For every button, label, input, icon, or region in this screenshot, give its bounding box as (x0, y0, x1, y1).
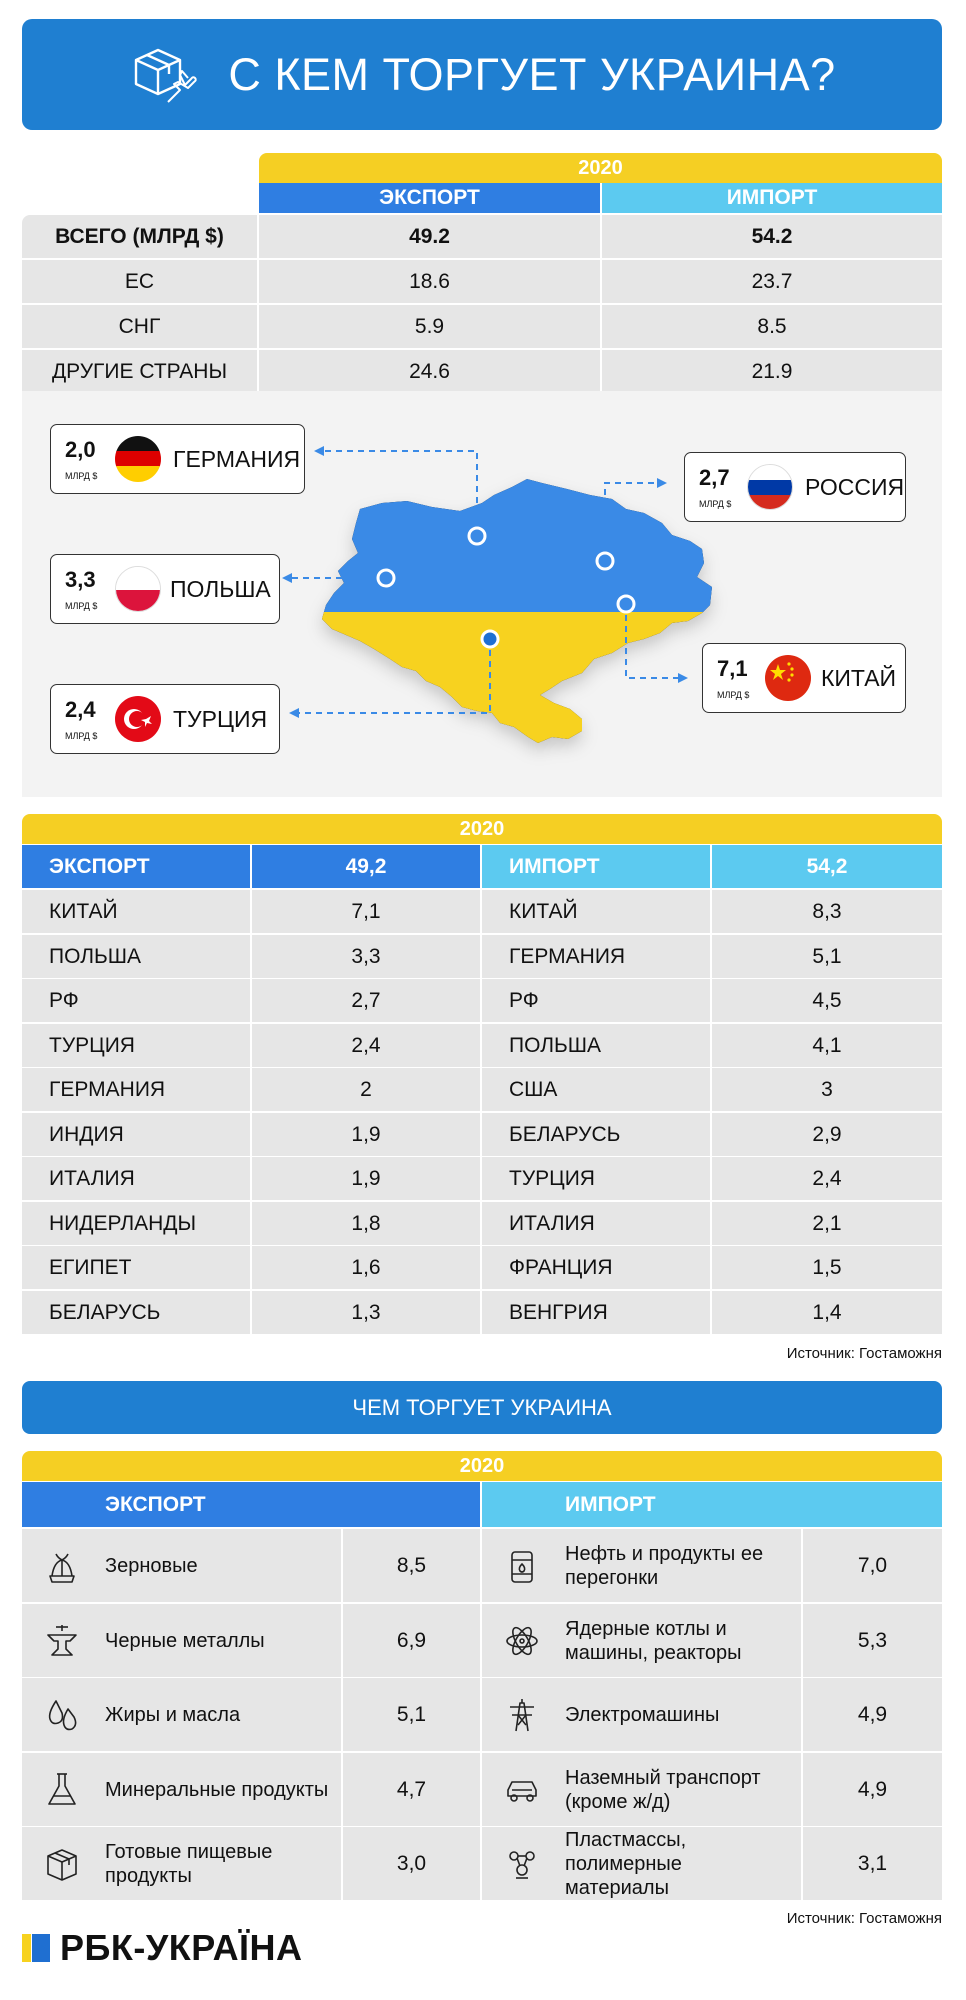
import-value: 2,9 (712, 1113, 942, 1156)
import-country: ПОЛЬША (482, 1024, 710, 1067)
import-value: 2,1 (712, 1202, 942, 1245)
import-country: ГЕРМАНИЯ (482, 935, 710, 978)
export-country: ИТАЛИЯ (22, 1157, 250, 1200)
export-value: 2,7 (252, 979, 480, 1022)
export-country: ГЕРМАНИЯ (22, 1068, 250, 1111)
summary-row-import: 8.5 (602, 305, 942, 348)
country-unit: МЛРД $ (65, 601, 98, 611)
trade-map (22, 391, 942, 797)
partners-import-header: ИМПОРТ (482, 845, 710, 888)
import-country: ФРАНЦИЯ (482, 1246, 710, 1289)
import-product-value: 4,9 (803, 1753, 942, 1826)
poland-flag (115, 566, 161, 612)
export-product-row (22, 1604, 341, 1677)
china-flag (765, 655, 811, 701)
source-note: Источник: Гостаможня (786, 1910, 942, 1927)
export-value: 1,9 (252, 1113, 480, 1156)
export-value: 1,8 (252, 1202, 480, 1245)
import-value: 8,3 (712, 890, 942, 933)
import-value: 5,1 (712, 935, 942, 978)
export-country: РФ (22, 979, 250, 1022)
partners-export-total: 49,2 (252, 845, 480, 888)
import-product-name: Нефть и продукты ее перегонки (565, 1542, 764, 1589)
title-banner (22, 19, 942, 130)
oil-drops-icon (42, 1695, 82, 1735)
import-country: США (482, 1068, 710, 1111)
export-product-value: 6,9 (343, 1604, 480, 1677)
import-country: КИТАЙ (482, 890, 710, 933)
export-value: 3,3 (252, 935, 480, 978)
logo-text: РБК-УКРАЇНА (60, 1927, 303, 1968)
export-country: ТУРЦИЯ (22, 1024, 250, 1067)
summary-row-label: ДРУГИЕ СТРАНЫ (22, 350, 257, 393)
import-product-value: 4,9 (803, 1678, 942, 1751)
import-product-row (482, 1753, 801, 1826)
import-country: ТУРЦИЯ (482, 1157, 710, 1200)
partners-year-header: 2020 (22, 814, 942, 844)
export-country: ИНДИЯ (22, 1113, 250, 1156)
country-unit: МЛРД $ (65, 471, 98, 481)
rbc-ukraine-logo (22, 1928, 303, 1968)
export-value: 2 (252, 1068, 480, 1111)
products-import-header: ИМПОРТ (482, 1482, 942, 1527)
plastic-molecule-icon (502, 1844, 542, 1884)
export-value: 1,9 (252, 1157, 480, 1200)
summary-row-export: 5.9 (259, 305, 600, 348)
export-product-name: Минеральные продукты (105, 1778, 329, 1801)
import-product-name: Электромашины (565, 1703, 720, 1726)
import-product-value: 7,0 (803, 1529, 942, 1602)
summary-row-import: 21.9 (602, 350, 942, 393)
country-unit: МЛРД $ (65, 731, 98, 741)
country-unit: МЛРД $ (699, 499, 732, 509)
export-country: КИТАЙ (22, 890, 250, 933)
country-name: КИТАЙ (821, 664, 897, 691)
export-product-value: 3,0 (343, 1827, 480, 1900)
export-product-value: 4,7 (343, 1753, 480, 1826)
anvil-icon (42, 1621, 82, 1661)
products-year-header: 2020 (22, 1451, 942, 1481)
import-product-row (482, 1827, 801, 1900)
export-product-name: Жиры и масла (105, 1703, 241, 1726)
summary-import-header: ИМПОРТ (602, 183, 942, 213)
import-product-name: Ядерные котлы и машины, реакторы (565, 1617, 742, 1664)
partners-export-header: ЭКСПОРТ (22, 845, 250, 888)
summary-year-header: 2020 (259, 153, 942, 183)
export-product-name: Черные металлы (105, 1629, 265, 1652)
import-value: 1,4 (712, 1291, 942, 1334)
country-value: 2,7 (699, 465, 730, 490)
import-value: 4,5 (712, 979, 942, 1022)
import-value: 1,5 (712, 1246, 942, 1289)
country-value: 2,0 (65, 437, 96, 462)
country-name: РОССИЯ (805, 473, 905, 500)
car-icon (502, 1770, 542, 1810)
import-product-name: Наземный транспорт (кроме ж/д) (565, 1766, 761, 1813)
products-export-header: ЭКСПОРТ (22, 1482, 480, 1527)
logo-mark-icon (22, 1934, 50, 1962)
export-product-row (22, 1678, 341, 1751)
import-value: 4,1 (712, 1024, 942, 1067)
summary-row-label: ЕС (22, 260, 257, 303)
import-product-row (482, 1529, 801, 1602)
import-value: 3 (712, 1068, 942, 1111)
section-title-bar: ЧЕМ ТОРГУЕТ УКРАИНА (22, 1381, 942, 1434)
flask-icon (42, 1770, 82, 1810)
country-name: ПОЛЬША (170, 575, 271, 602)
import-product-value: 3,1 (803, 1827, 942, 1900)
export-country: ПОЛЬША (22, 935, 250, 978)
export-product-row (22, 1753, 341, 1826)
import-product-value: 5,3 (803, 1604, 942, 1677)
import-product-name: Пластмассы, полимерные материалы (565, 1828, 687, 1899)
country-value: 7,1 (717, 656, 748, 681)
summary-row-export: 18.6 (259, 260, 600, 303)
summary-row-export: 49.2 (259, 215, 600, 258)
import-product-row (482, 1604, 801, 1677)
package-icon (42, 1844, 82, 1884)
import-country: БЕЛАРУСЬ (482, 1113, 710, 1156)
import-country: ИТАЛИЯ (482, 1202, 710, 1245)
export-product-name: Готовые пищевые продукты (105, 1840, 273, 1887)
page-title: С КЕМ ТОРГУЕТ УКРАИНА? (228, 48, 836, 100)
export-product-row (22, 1529, 341, 1602)
country-card-china (702, 643, 906, 713)
country-card-poland (50, 554, 280, 624)
grain-icon (42, 1546, 82, 1586)
country-card-turkey (50, 684, 280, 754)
oil-barrel-icon (502, 1546, 542, 1586)
summary-export-header: ЭКСПОРТ (259, 183, 600, 213)
summary-row-label: ВСЕГО (МЛРД $) (22, 215, 257, 258)
export-product-row (22, 1827, 341, 1900)
import-country: ВЕНГРИЯ (482, 1291, 710, 1334)
summary-row-export: 24.6 (259, 350, 600, 393)
import-product-row (482, 1678, 801, 1751)
export-product-value: 8,5 (343, 1529, 480, 1602)
summary-row-import: 23.7 (602, 260, 942, 303)
country-value: 2,4 (65, 697, 96, 722)
atom-icon (502, 1621, 542, 1661)
country-card-russia (684, 452, 906, 522)
country-card-germany (50, 424, 305, 494)
summary-row-import: 54.2 (602, 215, 942, 258)
import-value: 2,4 (712, 1157, 942, 1200)
export-value: 1,3 (252, 1291, 480, 1334)
export-product-name: Зерновые (105, 1554, 198, 1577)
export-value: 1,6 (252, 1246, 480, 1289)
country-name: ТУРЦИЯ (173, 705, 268, 732)
power-tower-icon (502, 1695, 542, 1735)
germany-flag (115, 436, 161, 482)
turkey-flag (115, 696, 161, 742)
country-unit: МЛРД $ (717, 690, 750, 700)
export-value: 2,4 (252, 1024, 480, 1067)
export-country: ЕГИПЕТ (22, 1246, 250, 1289)
summary-row-label: СНГ (22, 305, 257, 348)
russia-flag (747, 464, 793, 510)
country-value: 3,3 (65, 567, 96, 592)
export-value: 7,1 (252, 890, 480, 933)
source-note: Источник: Гостаможня (786, 1345, 942, 1362)
export-country: БЕЛАРУСЬ (22, 1291, 250, 1334)
box-airplane-icon (128, 38, 198, 112)
partners-import-total: 54,2 (712, 845, 942, 888)
export-product-value: 5,1 (343, 1678, 480, 1751)
import-country: РФ (482, 979, 710, 1022)
export-country: НИДЕРЛАНДЫ (22, 1202, 250, 1245)
country-name: ГЕРМАНИЯ (173, 445, 301, 472)
